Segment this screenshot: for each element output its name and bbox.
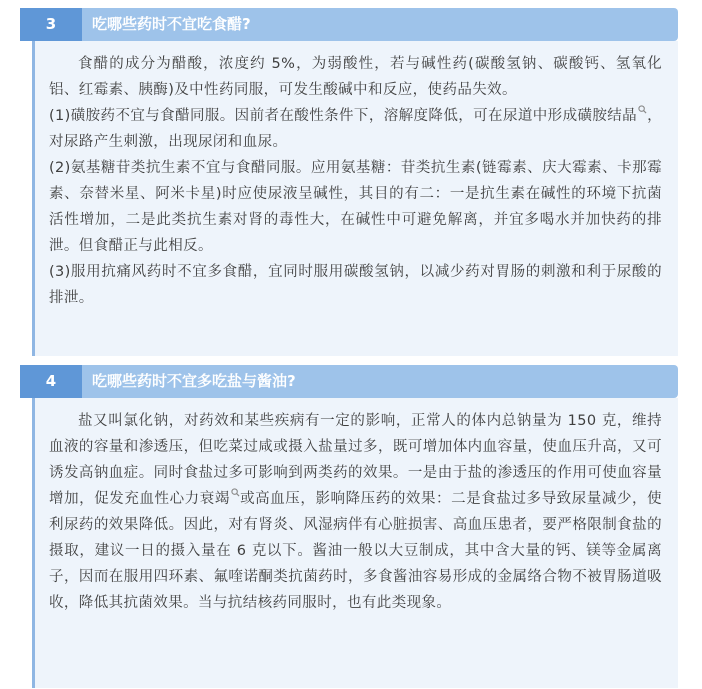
section-body	[32, 398, 678, 688]
paragraph: 食醋的成分为醋酸，浓度约 5%，为弱酸性，若与碱性药(碳酸氢钠、碳酸钙、氢氧化铝、红霉素、胰酶)及中性药同服，可发生酸碱中和反应，使药品失效。	[49, 56, 662, 98]
section-3	[20, 8, 678, 356]
paragraph: (3)服用抗痛风药时不宜多食醋，宜同时服用碳酸氢钠，以减少药对胃肠的刺激和利于尿酸的排泄。	[49, 264, 662, 306]
section-number: 4	[20, 365, 82, 398]
paragraph: (2)氨基糖苷类抗生素不宜与食醋同服。应用氨基糖：苷类抗生素(链霉素、庆大霉素、卡那霉素、奈替米星、阿米卡星)时应使尿液呈碱性，其目的有二：一是抗生素在碱性的环境下抗菌活性增加，二是此类抗生素对肾的毒性大，在碱性中可避免解离，并宜多喝水并加快药的排泄。但食醋正与此相反。	[49, 160, 662, 254]
section-body	[32, 41, 678, 356]
section-number: 3	[20, 8, 82, 41]
paragraph-text: 盐又叫氯化钠，对药效和某些疾病有一定的影响，正常人的体内总钠量为 150 克，维持血液的容量和渗透压，但吃菜过咸或摄入盐量过多，既可增加体内血容量，使血压升高，又可诱发高钠血症。同时食盐过多可影响到两类药的效果。一是由于盐的渗透压的作用可使血容量增加，促发充血性心力衰竭	[49, 413, 662, 507]
paragraph	[49, 103, 662, 155]
paragraph-text: (1)磺胺药不宜与食醋同服。因前者在酸性条件下，溶解度降低，可在尿道中形成磺胺结晶	[49, 108, 638, 124]
paragraph-text: 或高血压，影响降压药的效果：二是食盐过多导致尿量减少，使利尿药的效果降低。因此，对有肾炎、风湿病伴有心脏损害、高血压患者，要严格限制食盐的摄取，建议一日的摄入量在 6 克以下。酱油一般以大豆制成，其中含大量的钙、镁等金属离子，因而在服用四环素、氟喹诺酮类抗菌药时，多食酱油容易形成的金属络合物不被胃肠道吸收，降低其抗菌效果。当与抗结核药同服时，也有此类现象。	[49, 491, 662, 611]
section-title: 吃哪些药时不宜吃食醋?	[92, 15, 251, 33]
section-title: 吃哪些药时不宜多吃盐与酱油?	[92, 372, 296, 390]
paragraph	[49, 408, 662, 616]
search-icon[interactable]	[638, 105, 647, 114]
section-4	[20, 365, 678, 688]
section-header	[20, 8, 678, 41]
search-icon[interactable]	[231, 488, 240, 497]
section-header	[20, 365, 678, 398]
paragraph-text: ，对尿路产生刺激，出现尿闭和血尿。	[49, 108, 662, 150]
